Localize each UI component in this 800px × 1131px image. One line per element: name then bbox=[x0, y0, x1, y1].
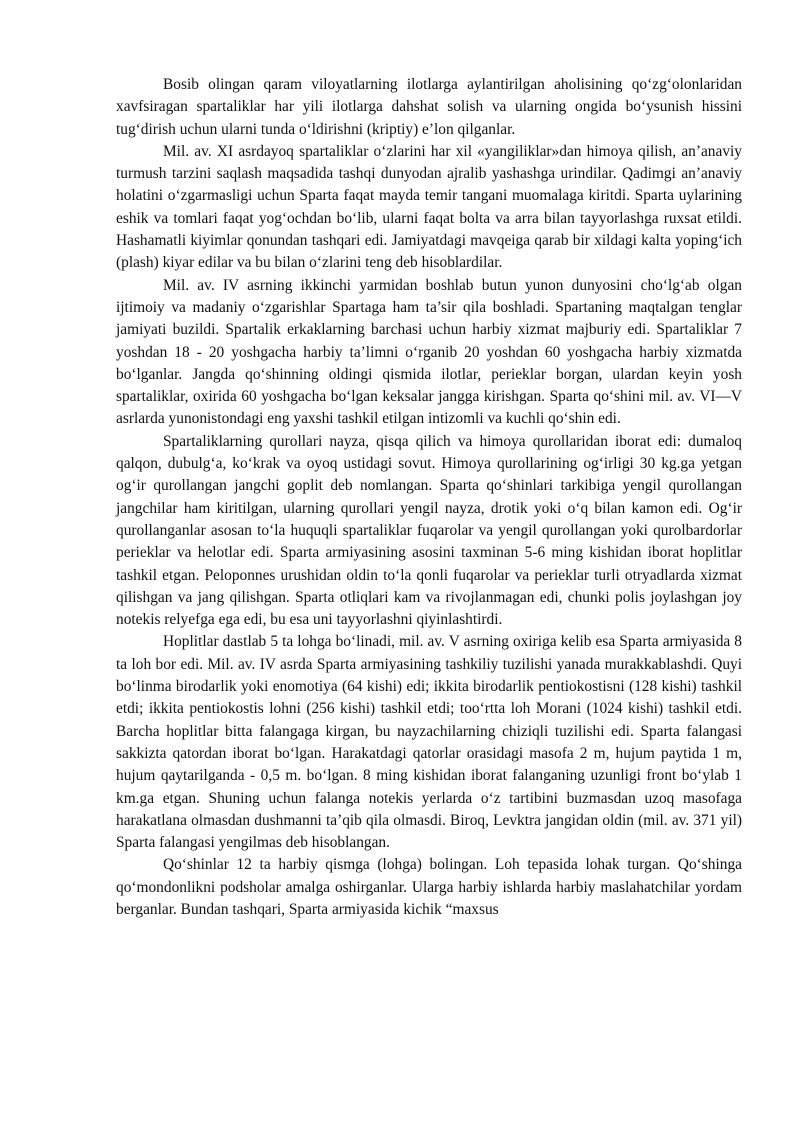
paragraph-phalanx: Hoplitlar dastlab 5 ta lohga bo‘linadi, mil. av. V asrning oxiriga kelib esa Sparta armiyasida 8 ta loh bor edi. Mil. av. IV asrda Sparta armiyasining tashkiliy tuzilishi yanada murakkablashdi. Quyi bo‘linma birodarlik yoki enomotiya (64 kishi) edi; ikkita birodarlik pentiokostisni (128 kishi) tashkil etdi; ikkita pentiokostis lohni (256 kishi) tashkil etdi; too‘rtta loh Morani (1024 kishi) tashkil etdi. Barcha hoplitlar bitta falangaga kirgan, bu nayzachilarning chiziqli tuzilishi edi. Sparta falangasi sakkizta qatordan iborat bo‘lgan. Harakatdagi qatorlar orasidagi masofa 2 m, hujum paytida 1 m, hujum qaytarilganda - 0,5 m. bo‘lgan. 8 ming kishidan iborat falanganing uzunligi front bo‘ylab 1 km.ga etgan. Shuning uchun falanga notekis yerlarda o‘z tartibini buzmasdan uzoq masofaga harakatlana olmasdan dushmanni ta’qib qila olmasdi. Biroq, Levktra jangidan oldin (mil. av. 371 yil) Sparta falangasi yengilmas deb hisoblangan. bbox=[116, 633, 742, 852]
paragraph-isolation: Mil. av. XI asrdayoq spartaliklar o‘zlarini har xil «yangiliklar»dan himoya qilish, an’anaviy turmush tarzini saqlash maqsadida tashqi dunyodan ajralib yashashga urindilar. Qadimgi an’anaviy holatini o‘zgarmasligi uchun Sparta faqat mayda temir tangani muomalaga kiritdi. Sparta uylarining eshik va tomlari faqat yog‘ochdan bo‘lib, ularni faqat bolta va arra bilan tayyorlashga ruxsat etildi. Hashamatli kiyimlar qonundan tashqari edi. Jamiyatdagi mavqeiga qarab bir xildagi kalta yoping‘ich (plash) kiyar edilar va bu bilan o‘zlarini teng deb hisoblardilar. bbox=[116, 142, 742, 272]
paragraph-army-units: Qo‘shinlar 12 ta harbiy qismga (lohga) bolingan. Loh tepasida lohak turgan. Qo‘shinga qo‘mondonlikni podsholar amalga oshirganlar. Ularga harbiy ishlarda harbiy maslahatchilar yordam berganlar. Bundan tashqari, Sparta armiyasida kichik “maxsus bbox=[116, 856, 742, 918]
paragraph-krypteia: Bosib olingan qaram viloyatlarning ilotlarga aylantirilgan aholisining qo‘zg‘olonlaridan xavfsiragan spartaliklar har yili ilotlarga dahshat solish va ularning ongida bo‘ysunish hissini tug‘dirish uchun ularni tunda o‘ldirishni (kriptiy) e’lon qilganlar. bbox=[116, 76, 742, 138]
paragraph-weapons: Spartaliklarning qurollari nayza, qisqa qilich va himoya qurollaridan iborat edi: dumaloq qalqon, dubulg‘a, ko‘krak va oyoq ustidagi sovut. Himoya qurollarining og‘irligi 30 kg.ga yetgan og‘ir qurollangan jangchi goplit deb nomlangan. Sparta qo‘shinlari tarkibiga yengil qurollangan jangchilar ham kiritilgan, ularning qurollari yengil nayza, drotik yoki o‘q bilan kamon edi. Og‘ir qurollanganlar asosan to‘la huquqli spartaliklar fuqarolar va yengil qurollangan yoki qurolbardorlar perieklar va helotlar edi. Sparta armiyasining asosini taxminan 5-6 ming kishidan iborat hoplitlar tashkil etgan. Peloponnes urushidan oldin to‘la qonli fuqarolar va perieklar turli otryadlarda xizmat qilishgan va jang qilishgan. Sparta otliqlari kam va rivojlanmagan edi, chunki polis joylashgan joy notekis relyefga ega edi, bu esa uni tayyorlashni qiyinlashtirdi. bbox=[116, 432, 742, 629]
paragraph-military-service: Mil. av. IV asrning ikkinchi yarmidan boshlab butun yunon dunyosini cho‘lg‘ab olgan ijtimoiy va madaniy o‘zgarishlar Spartaga ham ta’sir qila boshladi. Spartaning maqtalgan tenglar jamiyati buzildi. Spartalik erkaklarning barchasi uchun harbiy xizmat majburiy edi. Spartaliklar 7 yoshdan 18 - 20 yoshgacha harbiy ta’limni o‘rganib 20 yoshdan 60 yoshgacha harbiy xizmatda bo‘lganlar. Jangda qo‘shinning oldingi qismida ilotlar, perieklar borgan, ulardan keyin yosh spartaliklar, oxirida 60 yoshgacha bo‘lgan keksalar jangga kirishgan. Sparta qo‘shini mil. av. VI—V asrlarda yunonistondagi eng yaxshi tashkil etilgan intizomli va kuchli qo‘shin edi. bbox=[116, 276, 742, 428]
document-page bbox=[116, 74, 742, 921]
